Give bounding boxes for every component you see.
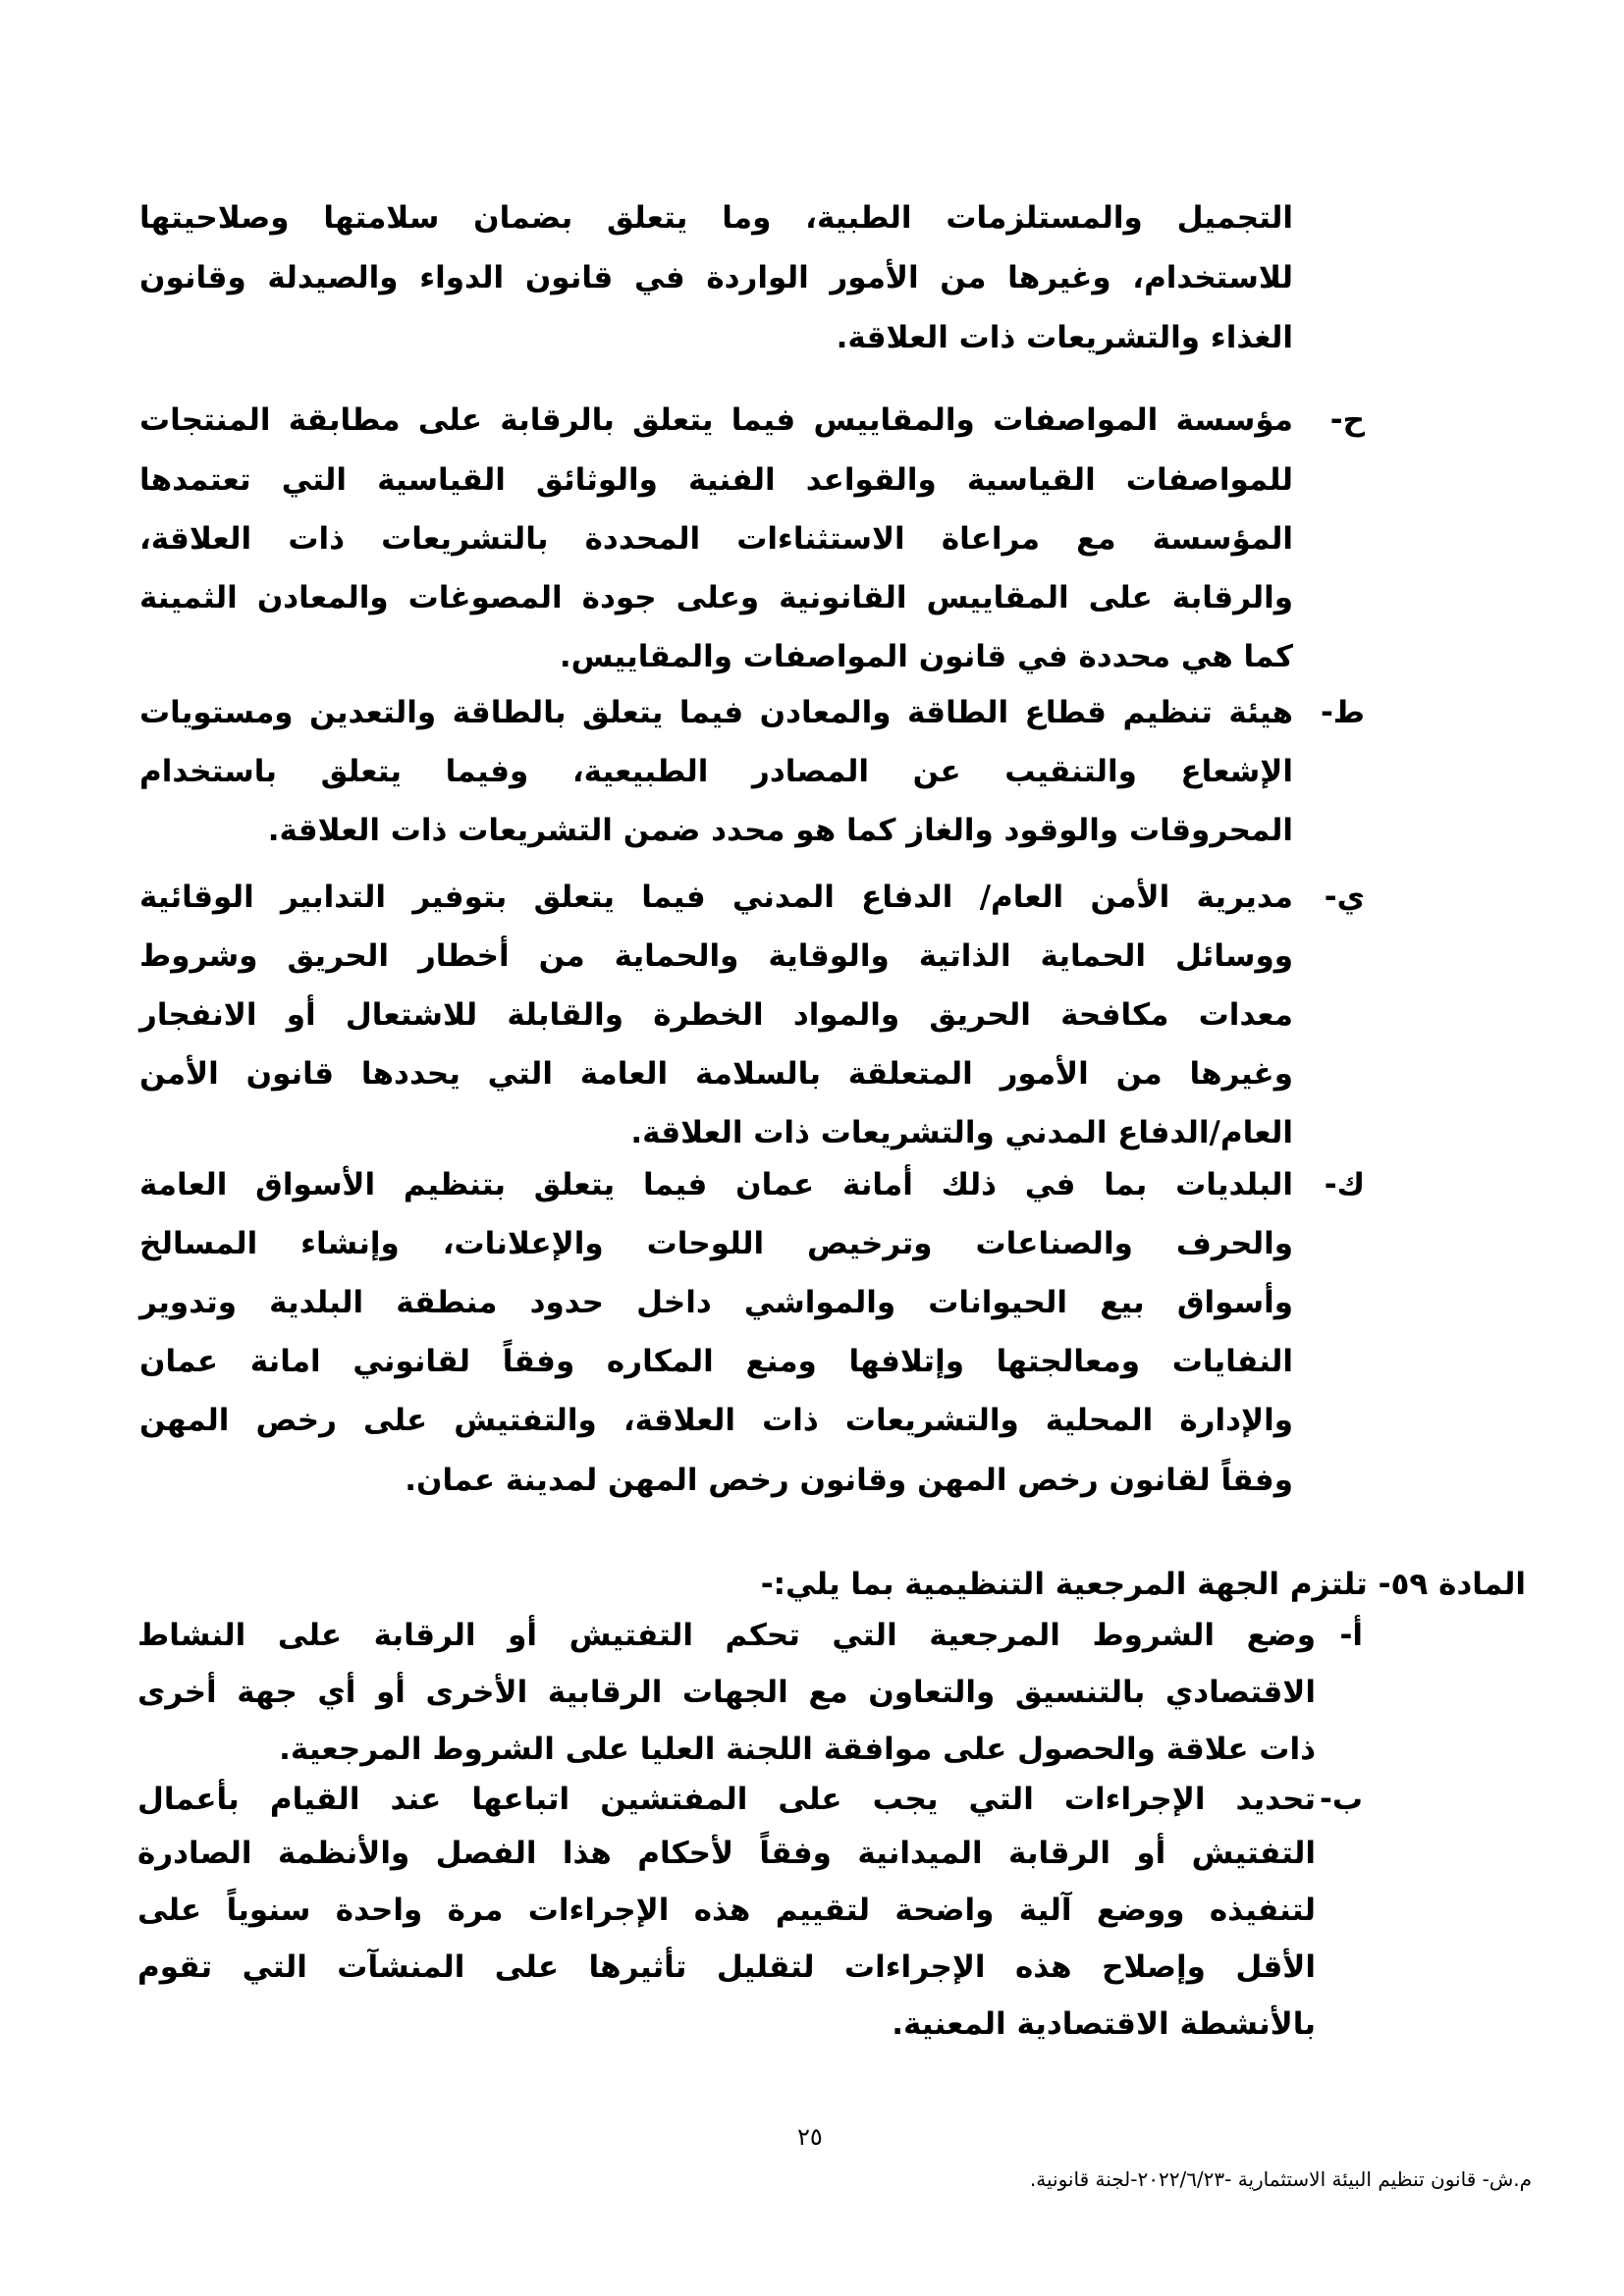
text-line: للمواصفات القياسية والقواعد الفنية والوثائق القياسية التي تعتمدها	[139, 462, 1293, 498]
text-line: والرقابة على المقاييس القانونية وعلى جودة المصوغات والمعادن الثمينة	[139, 580, 1293, 615]
item-marker: ك-	[1324, 1167, 1365, 1202]
text-line: العام/الدفاع المدني والتشريعات ذات العلاقة.	[630, 1115, 1293, 1150]
text-line: تحديد الإجراءات التي يجب على المفتشين اتباعها عند القيام بأعمال	[137, 1782, 1316, 1817]
page-footer: م.ش- قانون تنظيم البيئة الاستثمارية -٢٠٢٢/٦/٢٣-لجنة قانونية.	[1029, 2167, 1532, 2191]
text-line: وغيرها من الأمور المتعلقة بالسلامة العامة التي يحددها قانون الأمن	[139, 1056, 1293, 1092]
text-line: البلديات بما في ذلك أمانة عمان فيما يتعلق بتنظيم الأسواق العامة	[139, 1167, 1293, 1202]
text-line: معدات مكافحة الحريق والمواد الخطرة والقابلة للاشتعال أو الانفجار	[139, 997, 1293, 1033]
text-line: بالأنشطة الاقتصادية المعنية.	[892, 2006, 1316, 2042]
item-marker: ط-	[1320, 695, 1365, 730]
text-line: النفايات ومعالجتها وإتلافها ومنع المكاره وفقاً لقانوني امانة عمان	[139, 1344, 1293, 1379]
text-line: وضع الشروط المرجعية التي تحكم التفتيش أو الرقابة على النشاط	[137, 1618, 1316, 1653]
text-line: مؤسسة المواصفات والمقاييس فيما يتعلق بالرقابة على مطابقة المنتجات	[139, 402, 1293, 438]
text-line: مديرية الأمن العام/ الدفاع المدني فيما يتعلق بتوفير التدابير الوقائية	[139, 880, 1293, 915]
text-line: الأقل وإصلاح هذه الإجراءات لتقليل تأثيرها على المنشآت التي تقوم	[137, 1949, 1316, 1985]
item-marker: أ-	[1339, 1618, 1363, 1653]
text-line: الغذاء والتشريعات ذات العلاقة.	[836, 320, 1293, 355]
text-line: الاقتصادي بالتنسيق والتعاون مع الجهات الرقابية الأخرى أو أي جهة أخرى	[137, 1675, 1316, 1710]
text-line: المحروقات والوقود والغاز كما هو محدد ضمن التشريعات ذات العلاقة.	[267, 813, 1293, 848]
text-line: المؤسسة مع مراعاة الاستثناءات المحددة بالتشريعات ذات العلاقة،	[139, 521, 1293, 557]
text-line: للاستخدام، وغيرها من الأمور الواردة في قانون الدواء والصيدلة وقانون	[139, 260, 1293, 295]
item-marker: ح-	[1329, 402, 1365, 438]
text-line: التجميل والمستلزمات الطبية، وما يتعلق بضمان سلامتها وصلاحيتها	[139, 200, 1293, 236]
text-line: وأسواق بيع الحيوانات والمواشي داخل حدود منطقة البلدية وتدوير	[139, 1285, 1293, 1320]
text-line: الإشعاع والتنقيب عن المصادر الطبيعية، وفيما يتعلق باستخدام	[139, 754, 1293, 789]
text-line: لتنفيذه ووضع آلية واضحة لتقييم هذه الإجراءات مرة واحدة سنوياً على	[137, 1893, 1316, 1928]
article-59-heading: المادة ٥٩- تلتزم الجهة المرجعية التنظيمية بما يلي:-	[760, 1567, 1526, 1602]
text-line: والحرف والصناعات وترخيص اللوحات والإعلانات، وإنشاء المسالخ	[139, 1226, 1293, 1261]
text-line: كما هي محددة في قانون المواصفات والمقاييس.	[559, 639, 1293, 674]
text-line: هيئة تنظيم قطاع الطاقة والمعادن فيما يتعلق بالطاقة والتعدين ومستويات	[139, 695, 1293, 730]
text-line: ووسائل الحماية الذاتية والوقاية والحماية من أخطار الحريق وشروط	[139, 938, 1293, 974]
text-line: والإدارة المحلية والتشريعات ذات العلاقة، والتفتيش على رخص المهن	[139, 1403, 1293, 1438]
item-marker: ب-	[1319, 1782, 1363, 1817]
text-line: ذات علاقة والحصول على موافقة اللجنة العليا على الشروط المرجعية.	[279, 1732, 1316, 1767]
page-number: ٢٥	[797, 2123, 823, 2151]
text-line: التفتيش أو الرقابة الميدانية وفقاً لأحكام هذا الفصل والأنظمة الصادرة	[137, 1836, 1316, 1871]
item-marker: ي-	[1324, 880, 1365, 915]
text-line: وفقاً لقانون رخص المهن وقانون رخص المهن لمدينة عمان.	[405, 1463, 1293, 1498]
